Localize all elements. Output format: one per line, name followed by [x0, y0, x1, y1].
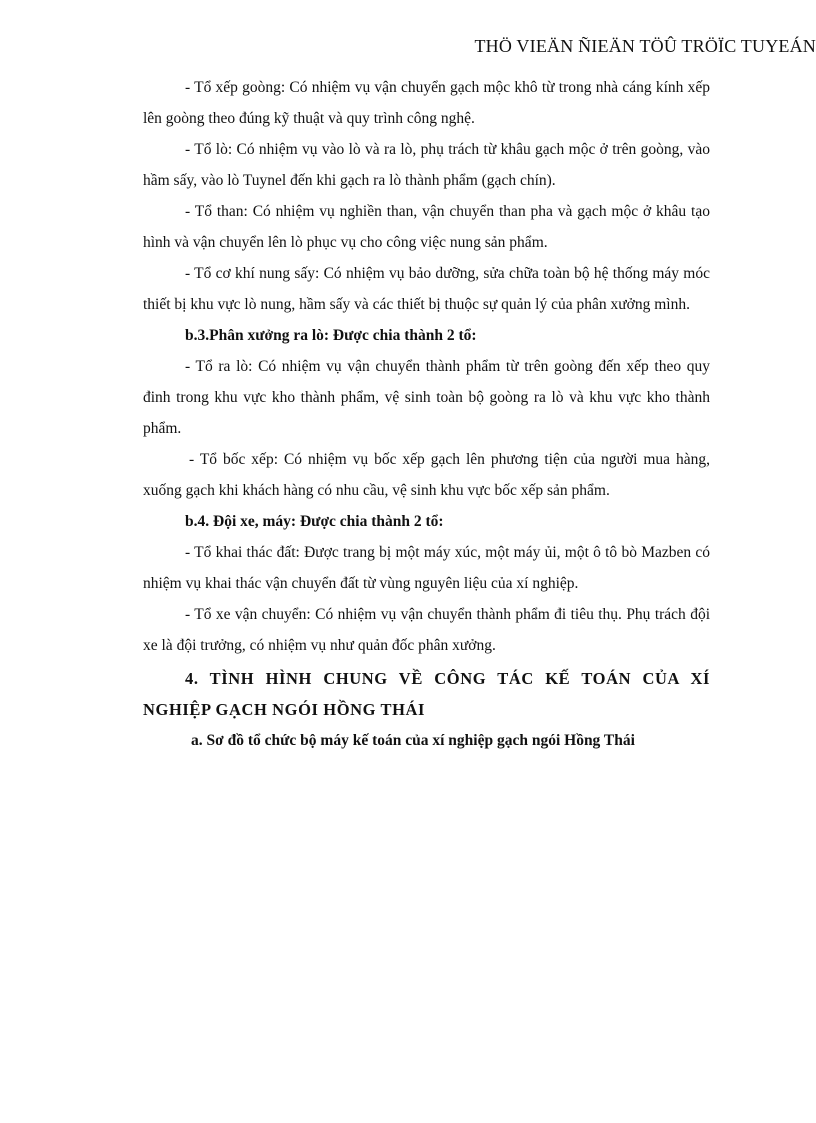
document-body	[143, 72, 710, 756]
section-heading-ke-toan: 4. TÌNH HÌNH CHUNG VỀ CÔNG TÁC KẾ TOÁN CỦA XÍ NGHIỆP GẠCH NGÓI HỒNG THÁI	[143, 669, 710, 719]
paragraph-to-boc-xep: - Tổ bốc xếp: Có nhiệm vụ bốc xếp gạch lên phương tiện của người mua hàng, xuống gạch khi khách hàng có nhu cầu, vệ sinh khu vực bốc xếp sản phẩm.	[143, 451, 710, 499]
paragraph-to-khai-thac-dat: - Tổ khai thác đất: Được trang bị một máy xúc, một máy ủi, một ô tô bò Mazben có nhiệm vụ khai thác vận chuyển đất từ vùng nguyên liệu của xí nghiệp.	[143, 544, 710, 592]
paragraph-to-lo: - Tổ lò: Có nhiệm vụ vào lò và ra lò, phụ trách từ khâu gạch mộc ở trên goòng, vào hầm sấy, vào lò Tuynel đến khi gạch ra lò thành phẩm (gạch chín).	[143, 141, 710, 189]
heading-phan-xuong-ra-lo: b.3.Phân xưởng ra lò: Được chia thành 2 tổ:	[185, 327, 477, 344]
diagram-title: a. Sơ đồ tổ chức bộ máy kế toán của xí nghiệp gạch ngói Hồng Thái	[191, 732, 635, 749]
heading-doi-xe-may: b.4. Đội xe, máy: Được chia thành 2 tổ:	[185, 513, 444, 530]
paragraph-to-co-khi: - Tổ cơ khí nung sấy: Có nhiệm vụ bảo dưỡng, sửa chữa toàn bộ hệ thống máy móc thiết bị khu vực lò nung, hầm sấy và các thiết bị thuộc sự quản lý của phân xưởng mình.	[143, 265, 710, 313]
page-header: THÖ VIEÄN ÑIEÄN TÖÛ TRÖÏC TUYEÁN	[474, 36, 816, 56]
paragraph-to-than: - Tổ than: Có nhiệm vụ nghiền than, vận chuyển than pha và gạch mộc ở khâu tạo hình và vận chuyển lên lò phục vụ cho công việc nung sản phẩm.	[143, 203, 710, 251]
paragraph-to-xep-goong: - Tổ xếp goòng: Có nhiệm vụ vận chuyển gạch mộc khô từ trong nhà cáng kính xếp lên goòng theo đúng kỹ thuật và quy trình công nghệ.	[143, 79, 710, 127]
paragraph-to-ra-lo: - Tổ ra lò: Có nhiệm vụ vận chuyển thành phẩm từ trên goòng đến xếp theo quy đinh trong khu vực kho thành phẩm, vệ sinh toàn bộ goòng ra lò và khu vực kho thành phẩm.	[143, 358, 710, 437]
paragraph-to-xe-van-chuyen: - Tổ xe vận chuyển: Có nhiệm vụ vận chuyển thành phẩm đi tiêu thụ. Phụ trách đội xe là đội trưởng, có nhiệm vụ như quản đốc phân xưởng.	[143, 606, 710, 654]
